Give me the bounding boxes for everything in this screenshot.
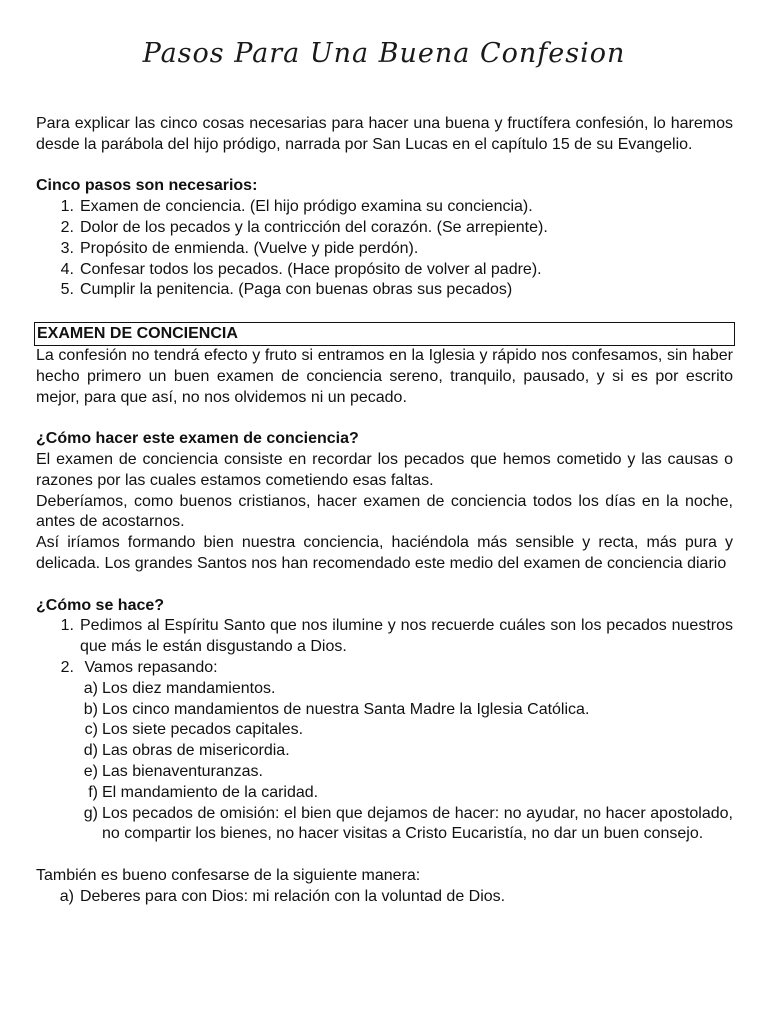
list-letter: a) [83, 679, 98, 697]
list-item [36, 239, 733, 260]
list-text: Propósito de enmienda. (Vuelve y pide perdón). [80, 239, 419, 257]
list-letter: g) [83, 804, 98, 822]
page-title: Pasos Para Una Buena Confesion [142, 38, 626, 69]
list-number: 4. [60, 260, 74, 278]
list-text: Confesar todos los pecados. (Hace propósito de volver al padre). [80, 260, 542, 278]
list-text: Los diez mandamientos. [102, 679, 276, 697]
list-number: 2. [60, 218, 74, 236]
list-text: Los siete pecados capitales. [102, 721, 304, 739]
section-paragraph: La confesión no tendrá efecto y fruto si entramos en la Iglesia y rápido nos confesamos, sin haber hecho primero un buen examen de conciencia sereno, tranquilo, pausado, y si es por escrito mejor, para que así, no nos olvidemos ni un pecado. [36, 346, 733, 406]
list-item [36, 762, 733, 783]
list-item [36, 804, 733, 846]
list-text: Las bienaventuranzas. [102, 762, 263, 780]
list-item [36, 887, 733, 908]
list-text: Los cinco mandamientos de nuestra Santa Madre la Iglesia Católica. [102, 700, 590, 718]
also-list [36, 887, 733, 908]
list-text: Cumplir la penitencia. (Paga con buenas obras sus pecados) [80, 281, 513, 299]
list-number: 2. [60, 658, 74, 676]
review-list [36, 679, 733, 845]
how-paragraph: El examen de conciencia consiste en recordar los pecados que hemos cometido y las causas o razones por las cuales estamos cometiendo esas faltas. [36, 450, 733, 489]
intro-paragraph: Para explicar las cinco cosas necesarias para hacer una buena y fructífera confesión, lo haremos desde la parábola del hijo pródigo, narrada por San Lucas en el capítulo 15 de su Evangelio. [36, 115, 733, 153]
list-letter: b) [83, 700, 98, 718]
list-item [36, 197, 733, 218]
steps-heading: Cinco pasos son necesarios: [36, 177, 258, 195]
how-paragraph: Así iríamos formando bien nuestra conciencia, haciéndola más sensible y recta, más pura y delicada. Los grandes Santos nos han recomendado este medio del examen de conciencia diario [36, 534, 733, 572]
list-item [36, 658, 733, 679]
list-text: Las obras de misericordia. [102, 742, 290, 760]
list-item [36, 783, 733, 804]
also-paragraph: También es bueno confesarse de la siguiente manera: [36, 866, 421, 884]
list-text: Dolor de los pecados y la contricción del corazón. (Se arrepiente). [80, 218, 548, 236]
section-title: EXAMEN DE CONCIENCIA [34, 322, 735, 346]
done-heading: ¿Cómo se hace? [36, 596, 165, 614]
list-letter: e) [83, 762, 98, 780]
list-number: 3. [60, 239, 74, 257]
list-item [36, 720, 733, 741]
list-letter: f) [88, 783, 98, 801]
list-text: Deberes para con Dios: mi relación con la voluntad de Dios. [80, 887, 506, 905]
list-letter: c) [84, 721, 98, 739]
how-paragraph: Deberíamos, como buenos cristianos, hacer examen de conciencia todos los días en la noche, antes de acostarnos. [36, 492, 733, 531]
list-item [36, 218, 733, 239]
list-text: Los pecados de omisión: el bien que dejamos de hacer: no ayudar, no hacer apostolado, no compartir los bienes, no hacer visitas a Cristo Eucaristía, no dar un buen consejo. [102, 804, 733, 843]
list-item [36, 700, 733, 721]
list-text: Pedimos al Espíritu Santo que nos ilumine y nos recuerde cuáles son los pecados nuestros que más le están disgustando a Dios. [80, 617, 733, 656]
list-number: 1. [60, 617, 74, 635]
list-text: Examen de conciencia. (El hijo pródigo examina su conciencia). [80, 198, 533, 216]
list-item [36, 679, 733, 700]
list-item [36, 280, 733, 301]
list-letter: d) [83, 742, 98, 760]
list-text: El mandamiento de la caridad. [102, 783, 319, 801]
list-letter: a) [59, 887, 74, 905]
list-number: 5. [60, 281, 74, 299]
document-body [36, 114, 733, 907]
list-item [36, 616, 733, 658]
steps-list [36, 197, 733, 301]
list-number: 1. [60, 198, 74, 216]
how-heading: ¿Cómo hacer este examen de conciencia? [36, 430, 359, 448]
list-text: Vamos repasando: [80, 658, 218, 676]
list-item [36, 741, 733, 762]
done-list [36, 616, 733, 678]
list-item [36, 260, 733, 281]
